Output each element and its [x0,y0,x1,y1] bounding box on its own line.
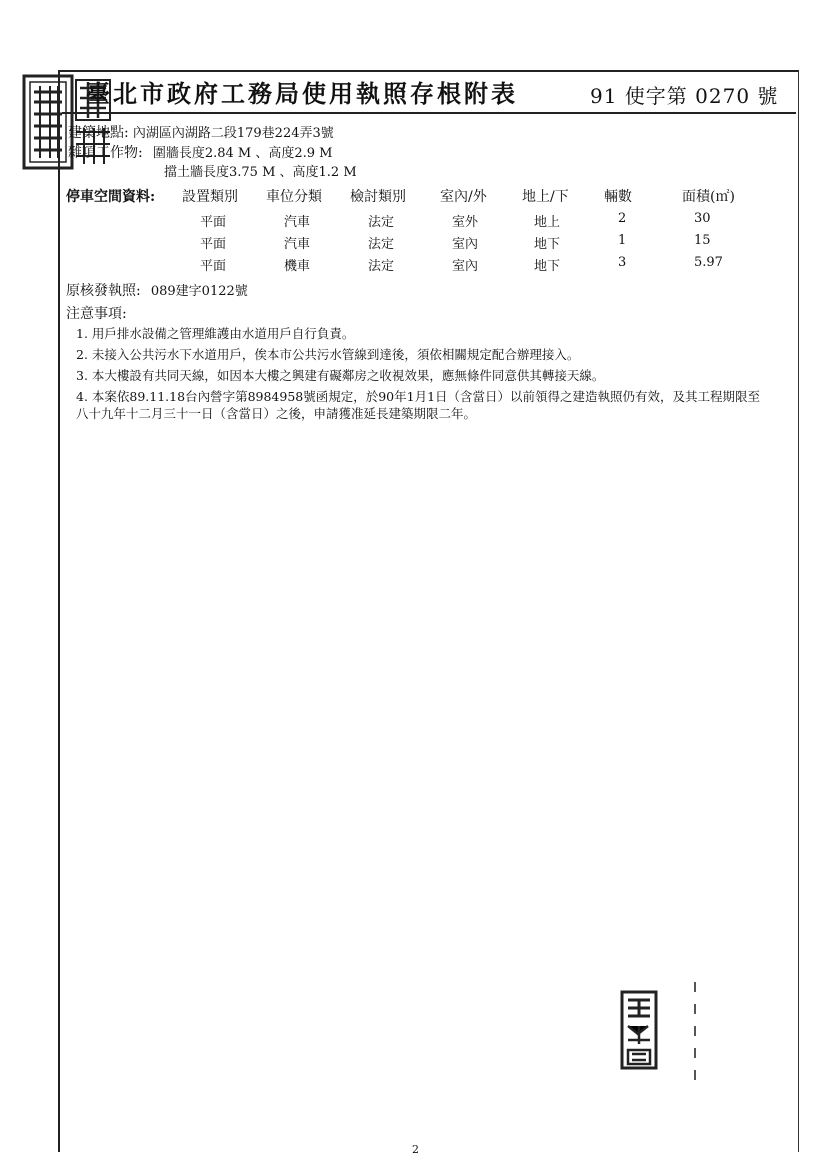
table-cell: 1 [618,233,627,248]
parking-label: 停車空間資料: [66,189,156,205]
parking-header-level: 地上/下 [522,189,569,205]
notes-label: 注意事項: [66,306,127,322]
table-cell: 汽車 [284,215,311,230]
original-permit-label: 原核發執照: [66,283,141,299]
table-cell: 地上 [534,215,561,230]
title-divider [62,112,796,114]
parking-header-review: 檢討類別 [350,189,406,205]
original-permit-value: 089建字0122號 [150,284,248,299]
parking-header-category: 車位分類 [266,189,322,205]
table-cell: 平面 [200,215,227,230]
table-cell: 5.97 [694,255,723,270]
misc-row [68,142,333,162]
parking-header-indoor: 室內/外 [440,189,487,205]
table-cell: 平面 [200,259,227,274]
table-cell: 2 [618,211,627,226]
table-cell: 機車 [284,259,311,274]
table-cell: 室外 [452,215,479,230]
table-cell: 法定 [368,237,395,252]
table-cell: 30 [694,211,711,226]
address-value: 內湖區內湖路二段179巷224弄3號 [132,126,334,141]
misc-label: 雜項工作物: [68,145,143,161]
table-cell: 地下 [534,237,561,252]
table-cell: 地下 [534,259,561,274]
table-cell: 汽車 [284,237,311,252]
original-permit-row [66,280,248,300]
table-cell: 3 [618,255,627,270]
note-item: 1. 用戶排水設備之管理維護由水道用戶自行負責。 [76,326,355,341]
table-cell: 室內 [452,259,479,274]
table-cell: 15 [694,233,711,248]
misc-line-2: 擋土牆長度3.75 M 、高度1.2 M [164,165,357,180]
note-item: 3. 本大樓設有共同天線，如因本大樓之興建有礙鄰房之收視效果，應無條件同意供其轉接天線。 [76,368,605,383]
note-item: 4. 本案依89.11.18台內營字第8984958號函規定，於90年1月1日（含當日）以前領得之建造執照仍有效，及其工程期限至 [76,389,761,404]
page-number: 2 [412,1143,419,1156]
parking-header-count: 輛數 [604,189,632,205]
misc-line-1: 圍牆長度2.84 M 、高度2.9 M [152,146,333,161]
parking-header-area: 面積(㎡) [682,189,735,205]
table-cell: 室內 [452,237,479,252]
signature-seal-stamp [620,990,658,1070]
page-frame [58,70,799,1152]
table-cell: 平面 [200,237,227,252]
permit-number: 91 使字第 0270 號 [590,84,779,108]
address-row [68,122,334,142]
page-title: 臺北市政府工務局使用執照存根附表 [86,79,518,108]
table-cell: 法定 [368,215,395,230]
parking-header-type: 設置類別 [182,189,238,205]
note-item: 2. 未接入公共污水下水道用戶，俟本市公共污水管線到達後，須依相關規定配合辦理接入。 [76,347,580,362]
address-label: 建築地點: [68,125,129,141]
table-cell: 法定 [368,259,395,274]
note-item: 八十九年十二月三十一日（含當日）之後，申請獲准延長建築期限二年。 [76,406,477,421]
